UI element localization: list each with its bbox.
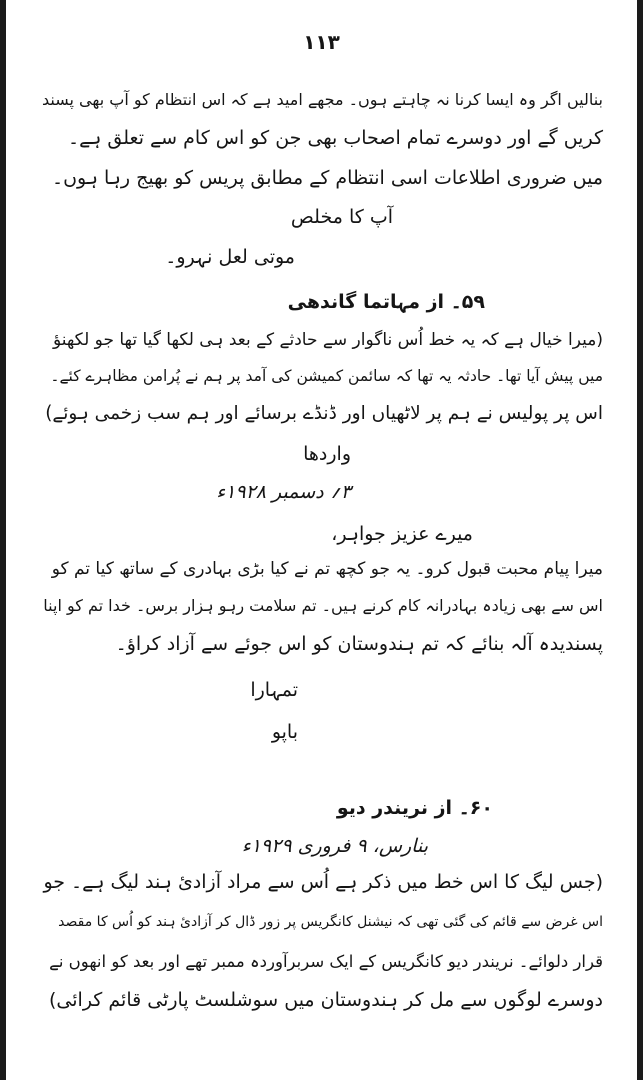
text-line: (جس لیگ کا اس خط میں ذکر ہے اُس سے مراد آزادیٔ ہند لیگ ہے۔ جو (43, 871, 603, 893)
text-line: میرا پیام محبت قبول کرو۔ یہ جو کچھ تم نے کیا بڑی بہادری کے ساتھ کیا تم کو (51, 559, 603, 579)
section-heading: ۵۹۔ از مہاتما گاندھی (287, 291, 485, 313)
place-name: واردھا (303, 443, 351, 465)
text-line: قرار دلوائے۔ نریندر دیو کانگریس کے ایک سربرآوردہ ممبر تھے اور بعد کو انھوں نے (49, 952, 603, 971)
signature-name: باپو (271, 721, 298, 743)
text-line: میں ضروری اطلاعات اسی انتظام کے مطابق پریس کو بھیج رہا ہوں۔ (51, 167, 603, 189)
text-line: میں پیش آیا تھا۔ حادثہ یہ تھا کہ سائمن کمیشن کی آمد پر ہم نے پُرامن مظاہرے کئے۔ (50, 367, 603, 385)
letter-date: ۳؍ دسمبر ۱۹۲۸ء (216, 481, 351, 503)
page-number: ۱۱۳ (303, 30, 340, 54)
letter-date: بنارس، ۹ فروری ۱۹۲۹ء (241, 835, 428, 857)
letter-greeting: میرے عزیز جواہر، (331, 523, 473, 545)
text-line: بنالیں اگر وہ ایسا کرنا نہ چاہتے ہوں۔ مجھے امید ہے کہ اس انتظام کو آپ بھی پسند (42, 90, 603, 109)
scan-edge-right (637, 0, 643, 1080)
scan-edge-left (0, 0, 6, 1080)
text-line: اس پر پولیس نے ہم پر لاٹھیاں اور ڈنڈے برسائے اور ہم سب زخمی ہوئے) (45, 403, 603, 424)
text-line: اس غرض سے قائم کی گئی تھی کہ نیشنل کانگریس پر زور ڈال کر آزادیٔ ہند کو اُس کا مقصد (58, 914, 603, 930)
closing-salutation: تمہارا (250, 679, 298, 701)
text-line: کریں گے اور دوسرے تمام اصحاب بھی جن کو اس کام سے تعلق ہے۔ (67, 127, 603, 149)
text-line: اس سے بھی زیادہ بہادرانہ کام کرنے ہیں۔ تم سلامت رہو ہزار برس۔ خدا تم کو اپنا (43, 596, 603, 615)
text-line: (میرا خیال ہے کہ یہ خط اُس ناگوار سے حادثے کے بعد ہی لکھا گیا تھا جو لکھنؤ (52, 330, 603, 350)
closing-salutation: آپ کا مخلص (290, 206, 393, 228)
section-heading: ۶۰۔ از نریندر دیو (336, 797, 493, 819)
text-line: دوسرے لوگوں سے مل کر ہندوستان میں سوشلسٹ پارٹی قائم کرائی) (49, 989, 603, 1011)
text-line: پسندیدہ آلہ بنائے کہ تم ہندوستان کو اس جوئے سے آزاد کراؤ۔ (115, 633, 603, 655)
signature-name: موتی لعل نہرو۔ (165, 246, 295, 268)
